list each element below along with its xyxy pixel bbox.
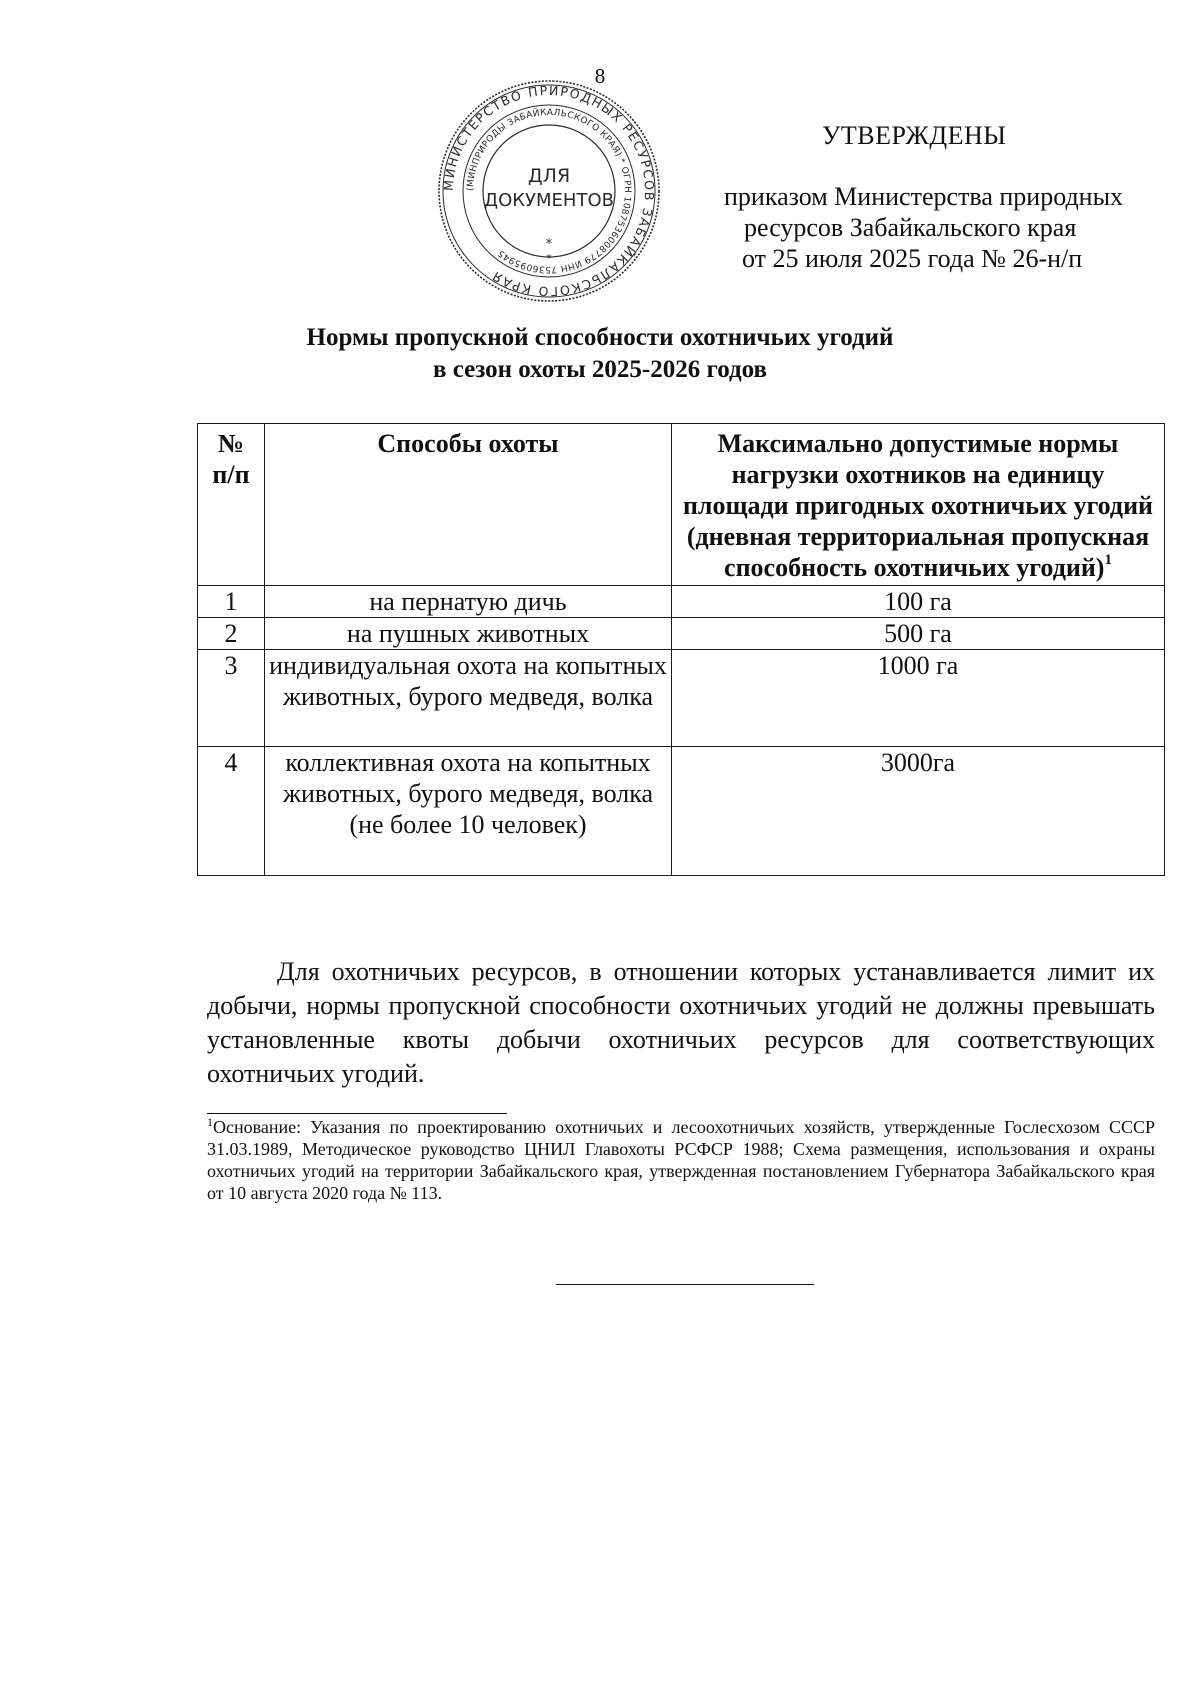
- footnote-text: Основание: Указания по проектированию охотничьих и лесоохотничьих хозяйств, утвержденные Гослесхозом СССР 31.03.1989, Методическое руководство ЦНИЛ Главохоты РСФСР 1988; Схема размещения, использования и охраны охотничьих угодий на территории Забайкальского края, утвержденная постановлением Губернатора Забайкальского края от 10 августа 2020 года № 113.: [207, 1117, 1155, 1203]
- header-norm: [672, 424, 1165, 586]
- row-norm: 3000га: [672, 747, 1165, 876]
- footnote: [207, 1116, 1155, 1204]
- table-header-row: [198, 424, 1165, 586]
- footnote-reference: 1: [1104, 552, 1112, 568]
- footnote-divider: [207, 1113, 507, 1114]
- table-row: [198, 618, 1165, 650]
- title-line-1: Нормы пропускной способности охотничьих угодий: [306, 324, 894, 351]
- stamp-center-line2: ДОКУМЕНТОВ: [484, 190, 614, 211]
- header-number-symbol: №: [217, 429, 245, 458]
- stamp-star-icon: *: [545, 237, 553, 252]
- header-method: Способы охоты: [265, 424, 672, 586]
- row-number: 4: [198, 747, 265, 876]
- row-number: 3: [198, 650, 265, 747]
- approval-line-2: ресурсов Забайкальского края: [744, 213, 1077, 242]
- header-norm-text: Максимально допустимые нормы нагрузки охотников на единицу площади пригодных охотничьих угодий (дневная территориальная пропускная способность охотничьих угодий): [682, 429, 1154, 582]
- row-number: 1: [198, 586, 265, 618]
- page-number: 8: [594, 64, 606, 88]
- end-of-document-line: [556, 1284, 814, 1285]
- stamp-outer-text: МИНИСТЕРСТВО ПРИРОДНЫХ РЕСУРСОВ ЗАБАЙКАЛЬСКОГО КРАЯ: [440, 82, 658, 300]
- header-number: [198, 424, 265, 586]
- footnote-mark: 1: [207, 1115, 213, 1129]
- stamp-star-icon-small: *: [546, 252, 552, 265]
- row-number: 2: [198, 618, 265, 650]
- header-number-abbr: п/п: [212, 460, 250, 489]
- norms-table: [197, 423, 1165, 876]
- table-row: [198, 747, 1165, 876]
- approval-line-1: приказом Министерства природных: [724, 182, 1124, 211]
- official-seal-stamp: [436, 78, 662, 304]
- row-norm: 1000 га: [672, 650, 1165, 747]
- row-norm: 100 га: [672, 586, 1165, 618]
- approved-heading: УТВЕРЖДЕНЫ: [822, 121, 1007, 150]
- stamp-inner-text: (МИНПРИРОДЫ ЗАБАЙКАЛЬСКОГО КРАЯ) * ОГРН 1087536008779 ИНН 7536095945: [465, 107, 633, 275]
- table-row: [198, 650, 1165, 747]
- approval-line-3: от 25 июля 2025 года № 26-н/п: [742, 244, 1083, 273]
- title-line-2: в сезон охоты 2025-2026 годов: [432, 356, 768, 383]
- table-row: [198, 586, 1165, 618]
- row-method: индивидуальная охота на копытных животных, бурого медведя, волка: [265, 650, 672, 747]
- stamp-center-line1: ДЛЯ: [527, 165, 571, 187]
- approval-block: [716, 120, 1166, 274]
- body-paragraph: Для охотничьих ресурсов, в отношении которых устанавливается лимит их добычи, нормы пропускной способности охотничьих угодий не должны превышать установленные квоты добычи охотничьих ресурсов для соответствующих охотничьих угодий.: [207, 957, 1155, 1088]
- row-norm: 500 га: [672, 618, 1165, 650]
- document-title: [0, 322, 1200, 386]
- row-method: на пернатую дичь: [265, 586, 672, 618]
- row-method: коллективная охота на копытных животных, бурого медведя, волка (не более 10 человек): [265, 747, 672, 876]
- row-method: на пушных животных: [265, 618, 672, 650]
